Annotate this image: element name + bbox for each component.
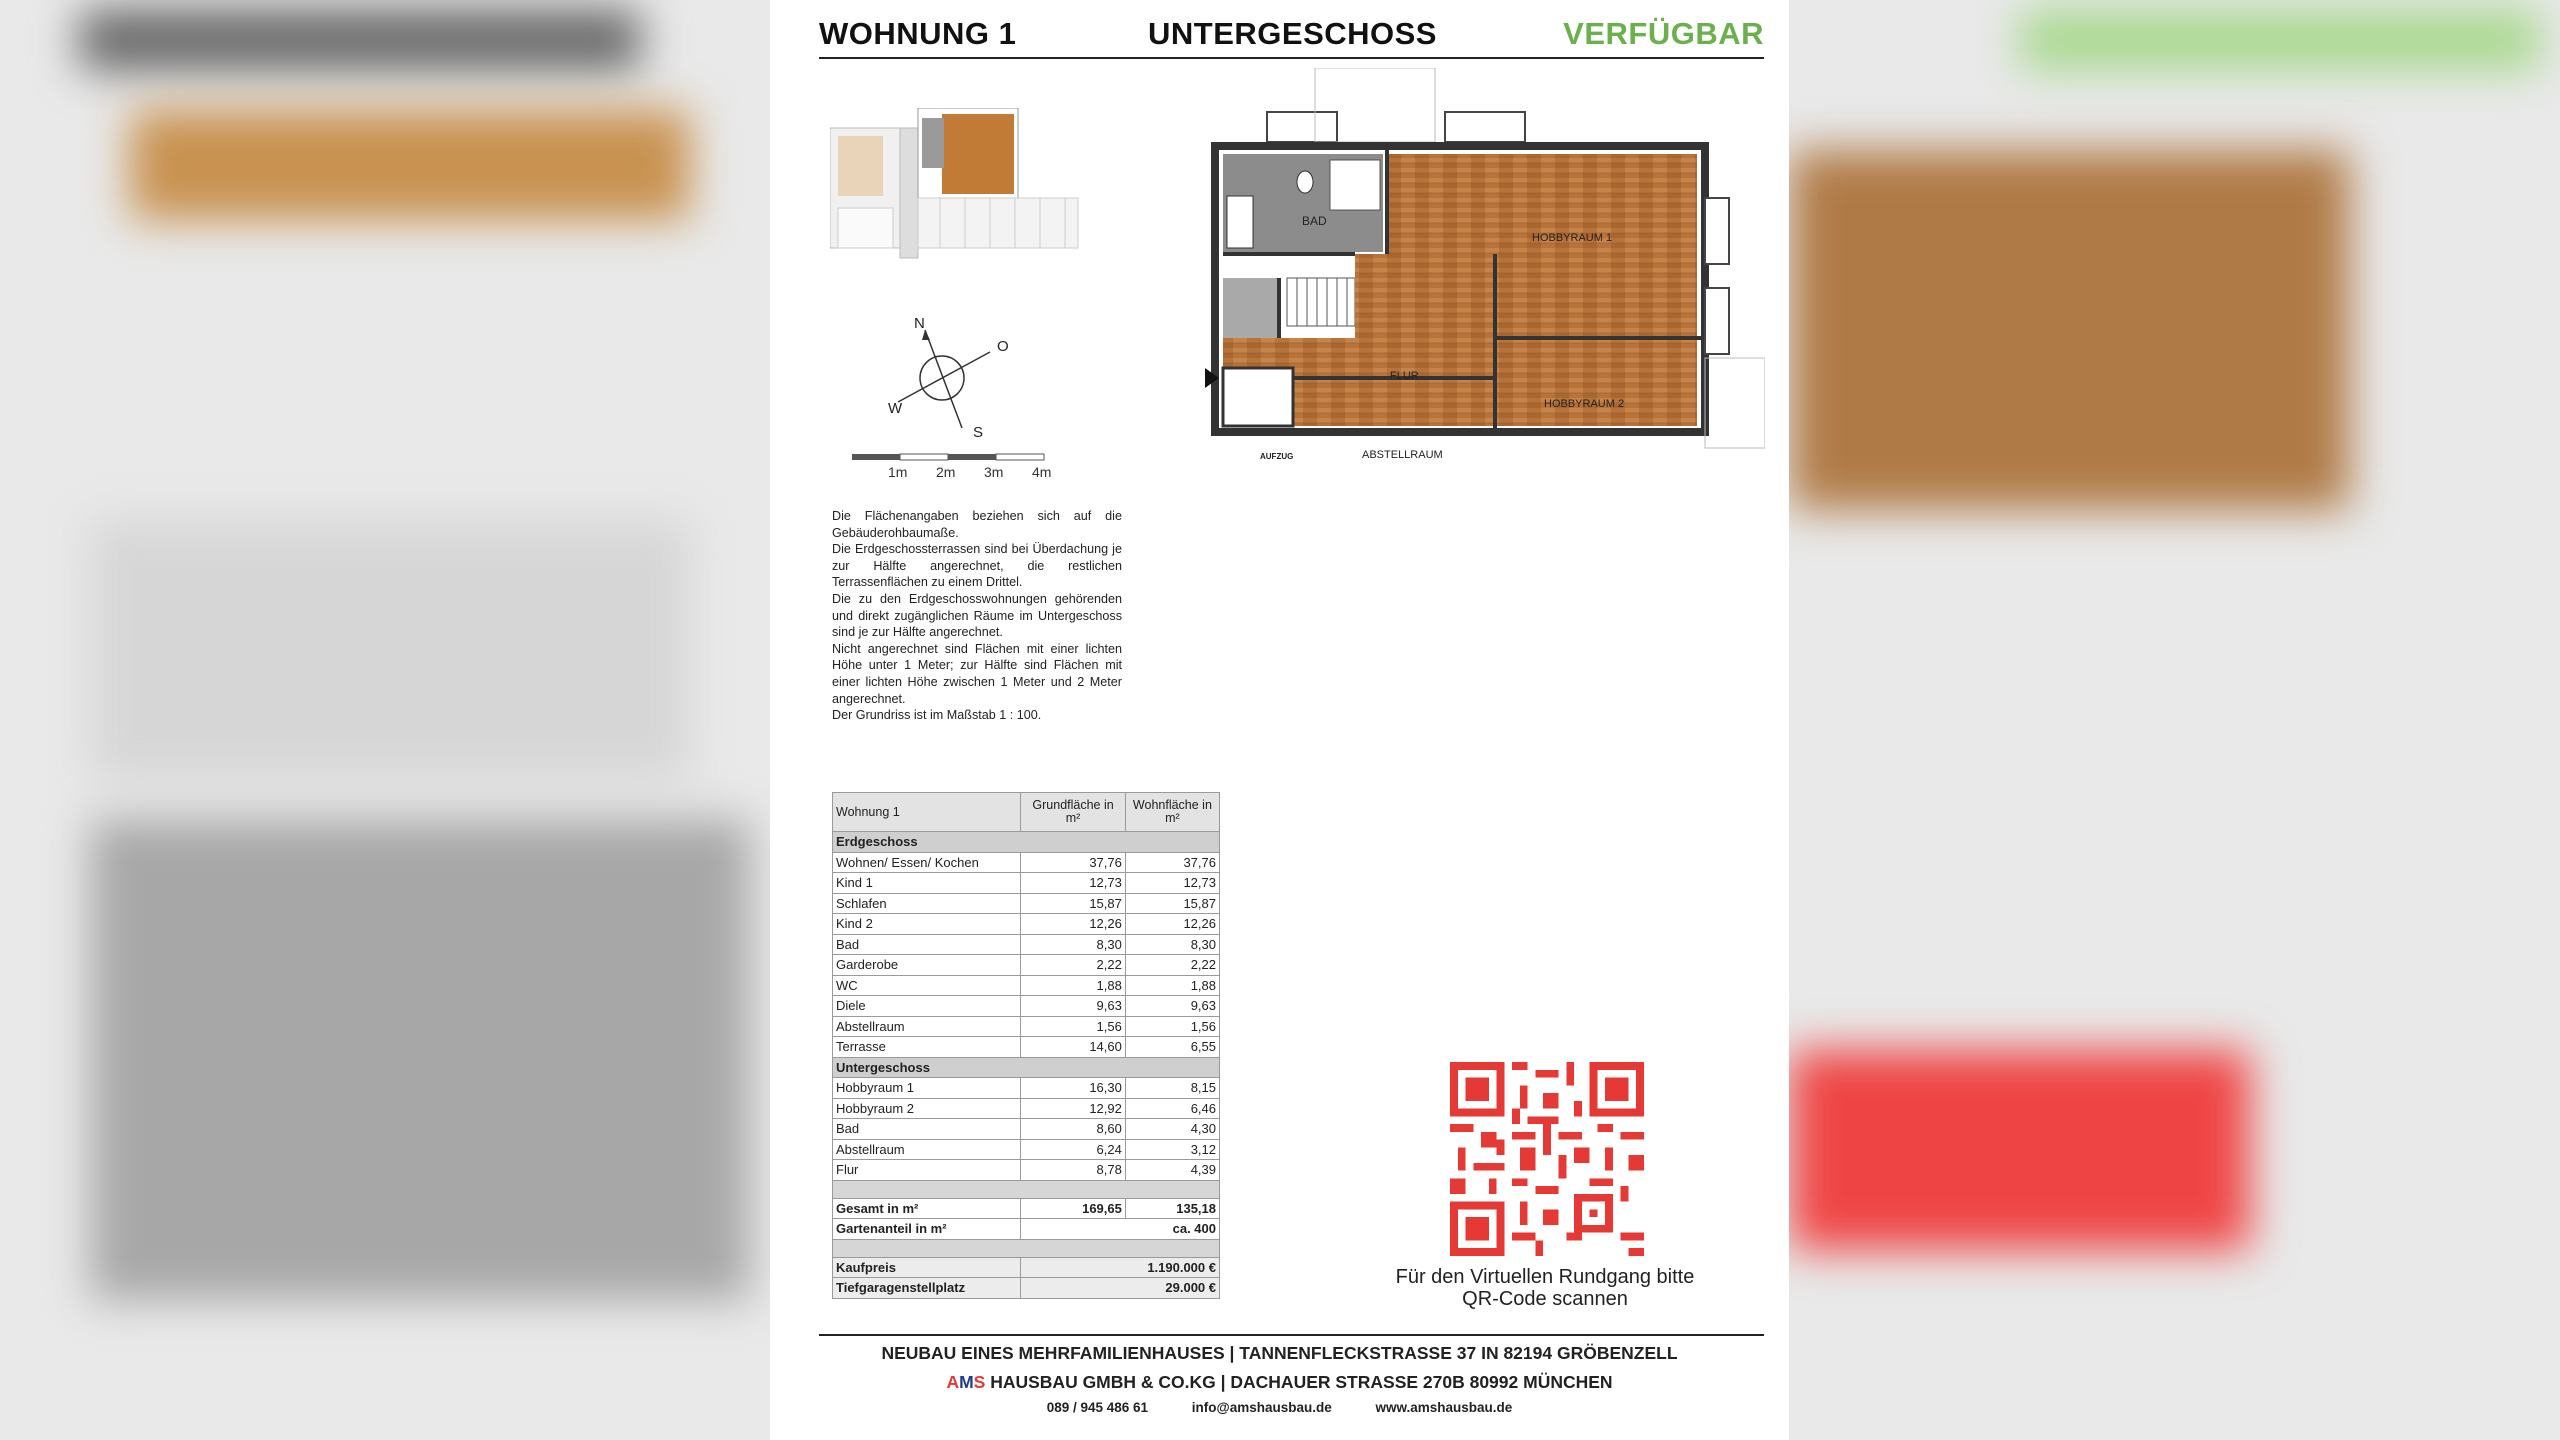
floor-title: UNTERGESCHOSS [1148, 16, 1437, 51]
building-overview-thumbnail [830, 108, 1100, 263]
table-row: Flur 8,78 4,39 [833, 1160, 1220, 1181]
note-paragraph: Der Grundriss ist im Maßstab 1 : 100. [832, 708, 1042, 723]
floor-plan [1205, 68, 1765, 518]
table-row: Schlafen 15,87 15,87 [833, 893, 1220, 914]
spacer-row [833, 1239, 1220, 1257]
table-row: Abstellraum 6,24 3,12 [833, 1139, 1220, 1160]
email-link[interactable]: info@amshausbau.de [1191, 1400, 1332, 1415]
area-calculation-note [832, 508, 1122, 724]
section-row: Untergeschoss [833, 1057, 1220, 1078]
ams-logo-m: M [959, 1372, 974, 1392]
table-row: Garderobe 2,22 2,22 [833, 955, 1220, 976]
scale-label: 2m [936, 464, 956, 480]
compass-w-label: W [888, 400, 903, 417]
company-address: HAUSBAU GMBH & CO.KG | DACHAUER STRASSE 270B 80992 MÜNCHEN [985, 1372, 1613, 1392]
parking-row: Tiefgaragenstellplatz 29.000 € [833, 1278, 1220, 1299]
compass-o-label: O [997, 338, 1009, 355]
qr-caption-line: QR-Code scannen [1462, 1288, 1628, 1310]
note-paragraph: Nicht angerechnet sind Flächen mit einer lichten Höhe unter 1 Meter; zur Hälfte sind Flächen mit einer lichten Höhe zwischen 1 Meter und 2 Meter angerechnet. [832, 641, 1122, 706]
scale-bar [850, 452, 1070, 482]
scale-label: 4m [1032, 464, 1052, 480]
compass-rose [870, 310, 1020, 450]
table-header: Grundfläche in m² [1021, 793, 1126, 832]
company-line [770, 1372, 1789, 1393]
area-table [832, 792, 1220, 1299]
status-badge: VERFÜGBAR [1563, 16, 1764, 51]
table-header-row [833, 793, 1220, 832]
note-paragraph: Die Erdgeschossterrassen sind bei Überdachung je zur Hälfte angerechnet, die restlichen Terrassenflächen zu einem Drittel. [832, 542, 1122, 590]
room-label-bad: BAD [1302, 214, 1327, 228]
garden-row: Gartenanteil in m² ca. 400 [833, 1219, 1220, 1240]
room-label-hobbyraum-2: HOBBYRAUM 2 [1544, 398, 1625, 410]
room-label-flur: FLUR [1390, 370, 1419, 382]
table-row: Hobbyraum 1 16,30 8,15 [833, 1078, 1220, 1099]
table-header: Wohnfläche in m² [1125, 793, 1219, 832]
table-row: Hobbyraum 2 12,92 6,46 [833, 1098, 1220, 1119]
qr-caption [1330, 1266, 1760, 1310]
project-address: NEUBAU EINES MEHRFAMILIENHAUSES | TANNENFLECKSTRASSE 37 IN 82194 GRÖBENZELL [881, 1343, 1678, 1363]
note-paragraph: Die Flächenangaben beziehen sich auf die Gebäuderohbaumaße. [832, 509, 1122, 540]
qr-caption-line: Für den Virtuellen Rundgang bitte [1395, 1266, 1695, 1288]
table-row: Bad 8,60 4,30 [833, 1119, 1220, 1140]
room-label-hobbyraum-1: HOBBYRAUM 1 [1532, 232, 1613, 244]
compass-s-label: S [973, 424, 984, 441]
table-row: Diele 9,63 9,63 [833, 996, 1220, 1017]
contact-line [770, 1400, 1789, 1415]
note-paragraph: Die zu den Erdgeschosswohnungen gehörenden und direkt zugänglichen Räume im Untergeschoss sind je zur Hälfte angerechnet. [832, 591, 1122, 640]
room-label-aufzug: AUFZUG [1260, 452, 1294, 461]
table-header: Wohnung 1 [833, 793, 1021, 832]
table-row: WC 1,88 1,88 [833, 975, 1220, 996]
compass-n-label: N [914, 315, 925, 332]
footer-divider [819, 1334, 1764, 1336]
apartment-title: WOHNUNG 1 [819, 16, 1017, 51]
table-row: Abstellraum 1,56 1,56 [833, 1016, 1220, 1037]
table-row: Terrasse 14,60 6,55 [833, 1037, 1220, 1058]
table-row: Kind 1 12,73 12,73 [833, 873, 1220, 894]
spacer-row [833, 1180, 1220, 1198]
table-row: Kind 2 12,26 12,26 [833, 914, 1220, 935]
header-divider [819, 57, 1764, 59]
expose-page [770, 0, 1789, 1440]
ams-logo-a: A [946, 1372, 960, 1392]
total-row: Gesamt in m² 169,65 135,18 [833, 1198, 1220, 1219]
ams-logo-s: S [973, 1372, 986, 1392]
table-row: Bad 8,30 8,30 [833, 934, 1220, 955]
website-link[interactable]: www.amshausbau.de [1375, 1400, 1513, 1415]
price-row: Kaufpreis 1.190.000 € [833, 1257, 1220, 1278]
table-row: Wohnen/ Essen/ Kochen 37,76 37,76 [833, 852, 1220, 873]
qr-code[interactable] [1450, 1062, 1644, 1256]
scale-label: 3m [984, 464, 1004, 480]
room-label-abstellraum: ABSTELLRAUM [1362, 449, 1443, 461]
phone-number[interactable]: 089 / 945 486 61 [1046, 1400, 1149, 1415]
scale-label: 1m [888, 464, 908, 480]
section-row: Erdgeschoss [833, 832, 1220, 853]
